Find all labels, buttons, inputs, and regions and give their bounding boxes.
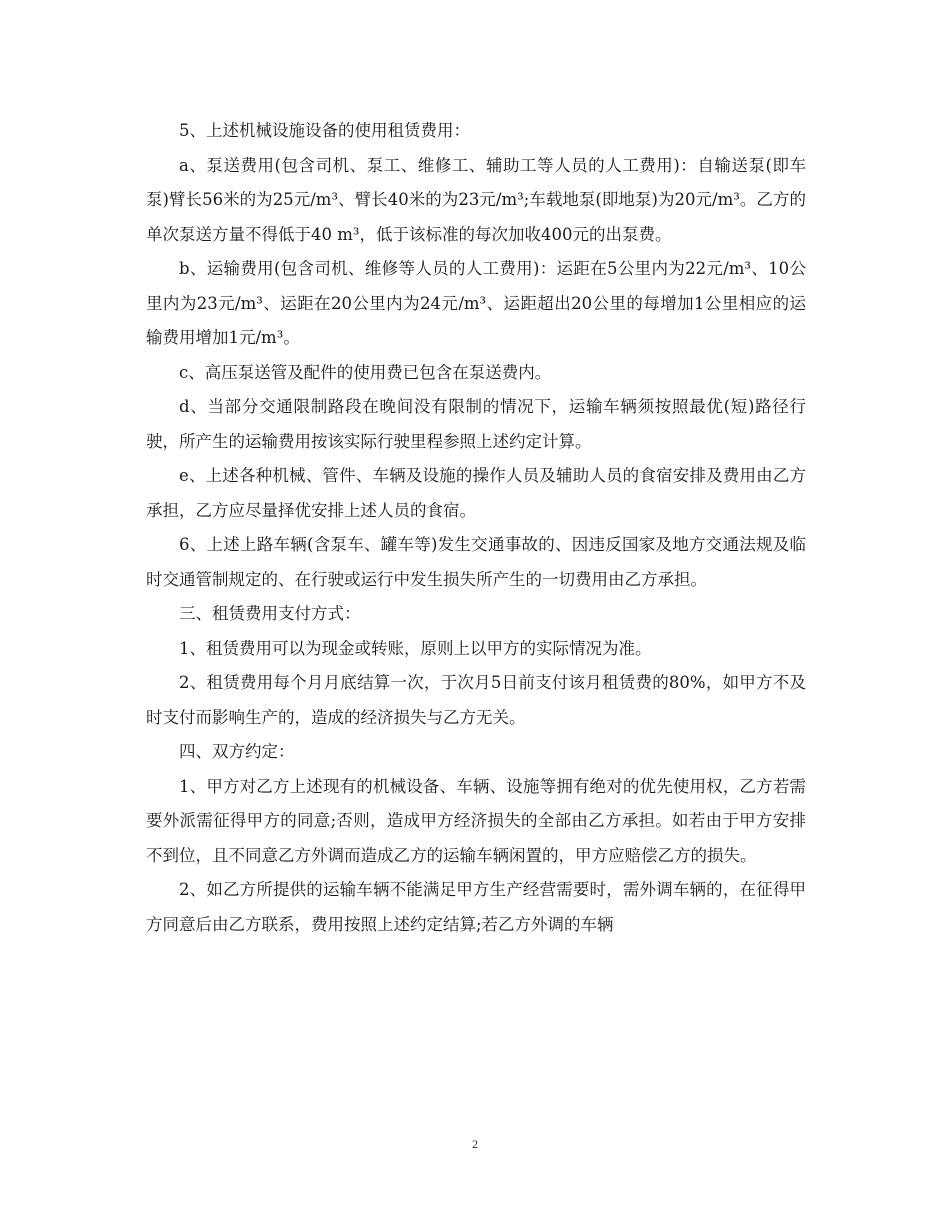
paragraph-item-b-transport-fee: b、运输费用(包含司机、维修等人员的人工费用)：运距在5公里内为22元/m³、10公里内为23元/m³、运距在20公里内为24元/m³、运距超出20公里的每增加1公里相应的运输费用增加1元/m³。 (146, 259, 806, 347)
paragraph-section-6-accidents: 6、上述上路车辆(含泵车、罐车等)发生交通事故的、因违反国家及地方交通法规及临时交通管制规定的、在行驶或运行中发生损失所产生的一切费用由乙方承担。 (146, 535, 806, 589)
page-number: 2 (472, 1137, 478, 1151)
paragraph-agreement-item-2: 2、如乙方所提供的运输车辆不能满足甲方生产经营需要时，需外调车辆的，在征得甲方同意后由乙方联系，费用按照上述约定结算;若乙方外调的车辆 (146, 880, 806, 934)
paragraph-item-d-route: d、当部分交通限制路段在晚间没有限制的情况下，运输车辆须按照最优(短)路径行驶，所产生的运输费用按该实际行驶里程参照上述约定计算。 (146, 397, 806, 451)
paragraph-section-5-heading: 5、上述机械设施设备的使用租赁费用： (179, 121, 470, 140)
paragraph-agreement-item-1: 1、甲方对乙方上述现有的机械设备、车辆、设施等拥有绝对的优先使用权，乙方若需要外派需征得甲方的同意;否则，造成甲方经济损失的全部由乙方承担。如若由于甲方安排不到位，且不同意乙方外调而造成乙方的运输车辆闲置的，甲方应赔偿乙方的损失。 (146, 776, 806, 865)
paragraph-item-a-pumping-fee: a、泵送费用(包含司机、泵工、维修工、辅助工等人员的人工费用)：自输送泵(即车泵)臂长56米的为25元/m³、臂长40米的为23元/m³;车载地泵(即地泵)为20元/m³。乙方的单次泵送方量不得低于40 m³，低于该标准的每次加收400元的出泵费。 (146, 155, 806, 244)
paragraph-section-four-heading: 四、双方约定： (179, 742, 295, 761)
paragraph-section-three-heading: 三、租赁费用支付方式： (179, 604, 361, 623)
paragraph-payment-item-1: 1、租赁费用可以为现金或转账，原则上以甲方的实际情况为准。 (179, 638, 652, 658)
paragraph-item-e-lodging: e、上述各种机械、管件、车辆及设施的操作人员及辅助人员的食宿安排及费用由乙方承担，乙方应尽量择优安排上述人员的食宿。 (146, 466, 806, 520)
document-body (146, 114, 806, 942)
paragraph-payment-item-2: 2、租赁费用每个月月底结算一次，于次月5日前支付该月租赁费的80%，如甲方不及时支付而影响生产的，造成的经济损失与乙方无关。 (146, 673, 806, 727)
paragraph-item-c-pipe-fee: c、高压泵送管及配件的使用费已包含在泵送费内。 (179, 362, 552, 382)
